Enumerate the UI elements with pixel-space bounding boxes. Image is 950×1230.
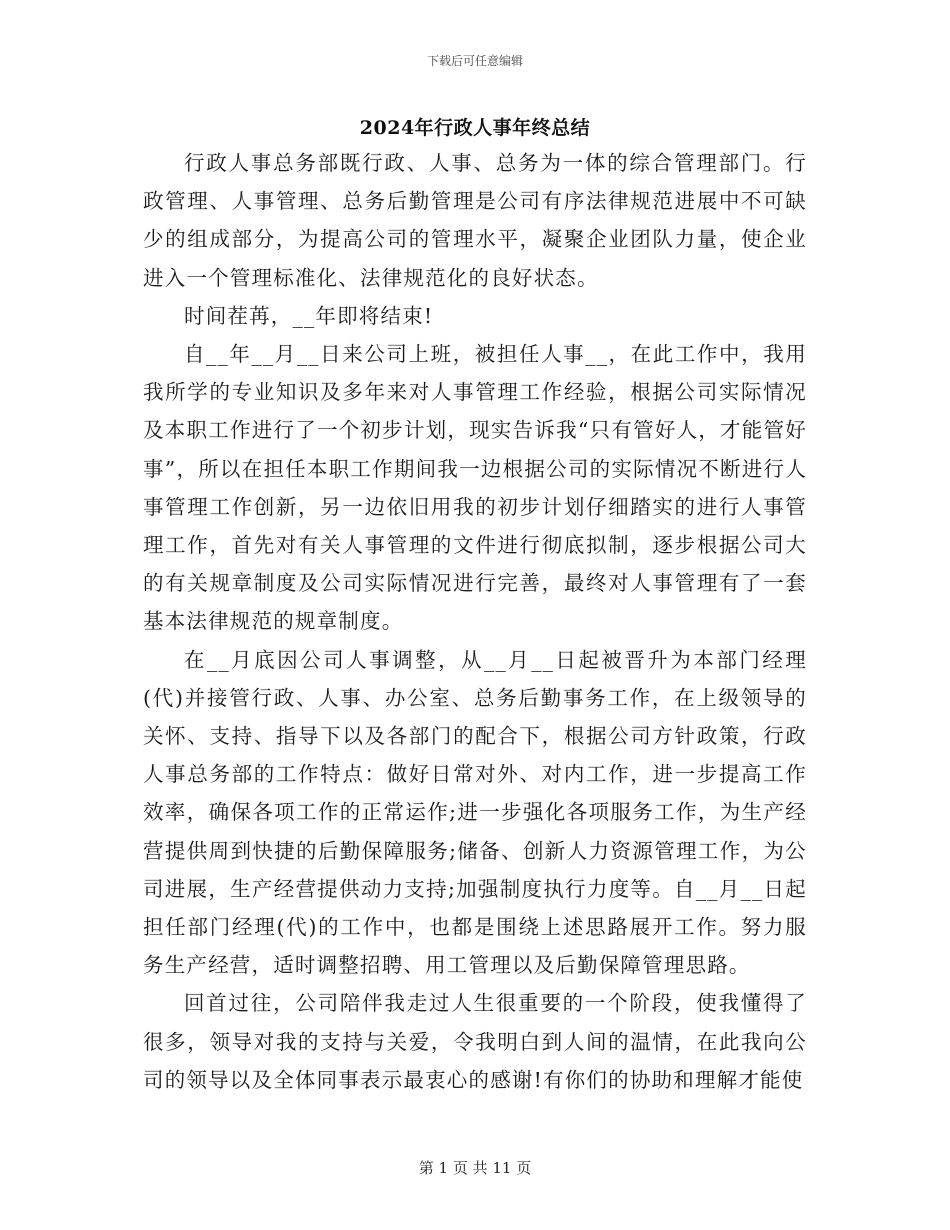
header-note: 下载后可任意编辑 bbox=[426, 54, 523, 68]
page-number: 第 1 页 共 11 页 bbox=[418, 1159, 532, 1177]
paragraph: 在__月底因公司人事调整，从__月__日起被晋升为本部门经理(代)并接管行政、人事、办公室、总务后勤事务工作，在上级领导的关怀、支持、指导下以及各部门的配合下，根据公司方针政策，行政人事总务部的工作特点：做好日常对外、对内工作，进一步提高工作效率，确保各项工作的正常运作;进一步强化各项服务工作，为生产经营提供周到快捷的后勤保障服务;储备、创新人力资源管理工作，为公司进展，生产经营提供动力支持;加强制度执行力度等。自__月__日起担任部门经理(代)的工作中，也都是围绕上述思路展开工作。努力服务生产经营，适时调整招聘、用工管理以及后勤保障管理思路。 bbox=[143, 647, 807, 978]
paragraph: 回首过往，公司陪伴我走过人生很重要的一个阶段，使我懂得了很多，领导对我的支持与关爱，令我明白到人间的温情，在此我向公司的领导以及全体同事表示最衷心的感谢!有你们的协助和理解才能使 bbox=[143, 991, 807, 1092]
paragraph: 自__年__月__日来公司上班，被担任人事__，在此工作中，我用我所学的专业知识及多年来对人事管理工作经验，根据公司实际情况及本职工作进行了一个初步计划，现实告诉我“只有管好人，才能管好事”，所以在担任本职工作期间我一边根据公司的实际情况不断进行人事管理工作创新，另一边依旧用我的初步计划仔细踏实的进行人事管理工作，首先对有关人事管理的文件进行彻底拟制，逐步根据公司大的有关规章制度及公司实际情况进行完善，最终对人事管理有了一套基本法律规范的规章制度。 bbox=[143, 342, 807, 634]
paragraph: 时间茬苒，__年即将结束! bbox=[184, 303, 434, 328]
document-title: 2024年行政人事年终总结 bbox=[359, 117, 591, 139]
document-body bbox=[143, 144, 807, 1099]
paragraph: 行政人事总务部既行政、人事、总务为一体的综合管理部门。行政管理、人事管理、总务后勤管理是公司有序法律规范进展中不可缺少的组成部分，为提高公司的管理水平，凝聚企业团队力量，使企业进入一个管理标准化、法律规范化的良好状态。 bbox=[143, 151, 807, 290]
